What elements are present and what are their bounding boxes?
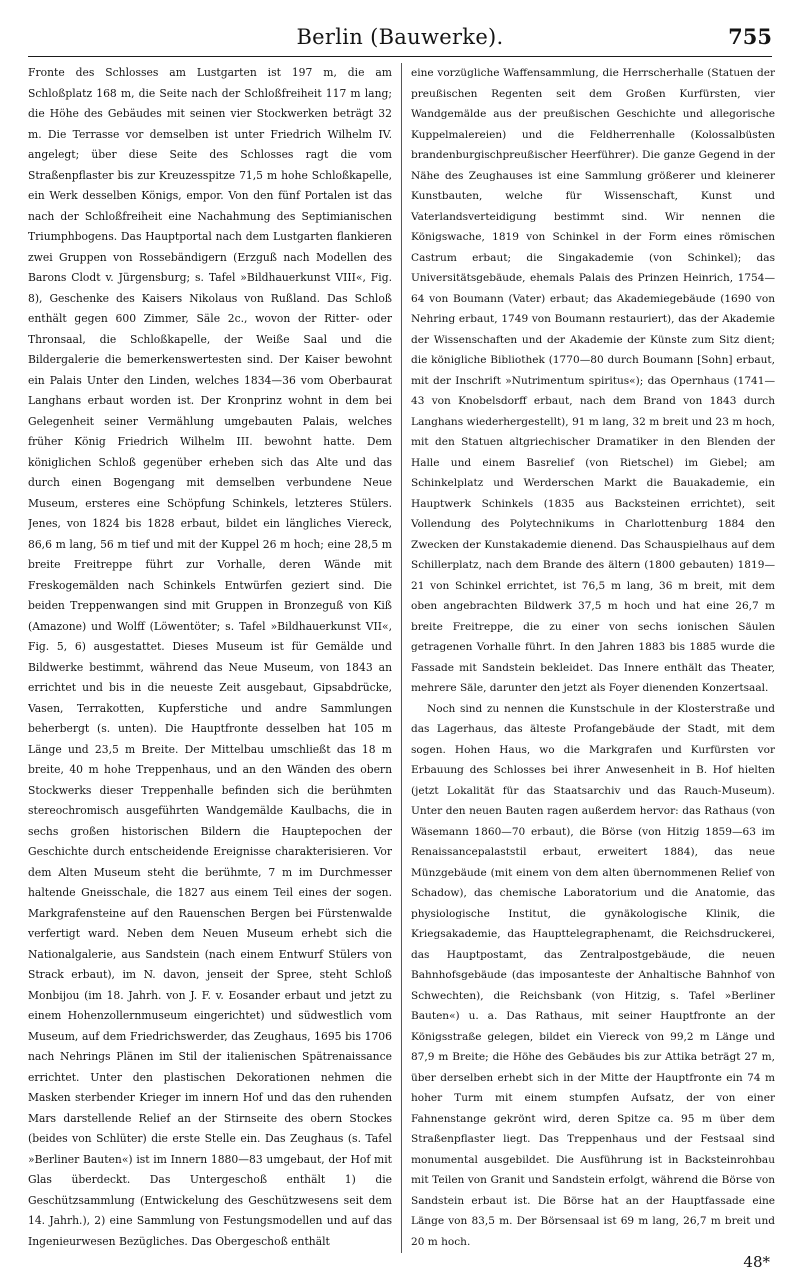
right-column xyxy=(411,63,775,1253)
page-header xyxy=(28,20,772,57)
page-number: 755 xyxy=(728,24,772,49)
running-head: Berlin (Bauwerke). xyxy=(296,25,504,49)
signature-mark: 48* xyxy=(743,1253,770,1271)
text-columns xyxy=(28,63,775,1253)
paragraph: Noch sind zu nennen die Kunstschule in der Klosterstraße und das Lagerhaus, das älteste Profangebäude der Stadt, mit dem sogen. Hohen Haus, wo die Markgrafen und Kurfürsten vor Erbauung des Schlosses bei ihrer Anwesenheit in B. Hof hielten (jetzt Lokalität für das Staatsarchiv und das Rauch-Museum). Unter den neuen Bauten ragen außerdem hervor: das Rathaus (von Wäsemann 1860—70 erbaut), die Börse (von Hitzig 1859—63 im Renaissancepalaststil erbaut, erweitert 1884), das neue Münzgebäude (mit einem von dem alten übernommenen Relief von Schadow), das chemische Laboratorium und die Anatomie, das physiologische Institut, die gynäkologische Klinik, die Kriegsakademie, das Haupttelegraphenamt, die Reichsdruckerei, das Hauptpostamt, das Zentralpostgebäude, die neuen Bahnhofsgebäude (das imposanteste der Anhaltische Bahnhof von Schwechten), die Reichsbank (von Hitzig, s. Tafel »Berliner Bauten«) u. a. Das Rathaus, mit seiner Hauptfronte an der Königsstraße gelegen, bildet ein Viereck von 99,2 m Länge und 87,9 m Breite; die Höhe des Gebäudes bis zur Attika beträgt 27 m, über derselben erhebt sich in der Mitte der Hauptfronte ein 74 m hoher Turm mit einem stumpfen Aufsatz, der von einer Fahnenstange gekrönt wird, deren Spitze ca. 95 m über dem Straßenpflaster liegt. Das Treppenhaus und der Festsaal sind monumental ausgebildet. Die Ausführung ist in Backsteinrohbau mit Teilen von Granit und Sandstein erfolgt, während die Börse von Sandstein erbaut ist. Die Börse hat an der Hauptfassade eine Länge von 83,5 m. Der Börsensaal ist 69 m lang, 26,7 m breit und 20 m hoch. xyxy=(411,702,775,1248)
paragraph: Fronte des Schlosses am Lustgarten ist 197 m, die am Schloßplatz 168 m, die Seite nach der Schloßfreiheit 117 m lang; die Höhe des Gebäudes mit seinen vier Stockwerken beträgt 32 m. Die Terrasse vor demselben ist unter Friedrich Wilhelm IV. angelegt; über diese Seite des Schlosses ragt die vom Straßenpflaster bis zur Kreuzesspitze 71,5 m hohe Schloßkapelle, ein Werk desselben Königs, empor. Von den fünf Portalen ist das nach der Schloßfreiheit eine Nachahmung des Septimianischen Triumphbogens. Das Hauptportal nach dem Lustgarten flankieren zwei Gruppen von Rossebändigern (Erzguß nach Modellen des Barons Clodt v. Jürgensburg; s. Tafel »Bildhauerkunst VIII«, Fig. 8), Geschenke des Kaisers Nikolaus von Rußland. Das Schloß enthält gegen 600 Zimmer, Säle 2c., wovon der Ritter- oder Thronsaal, die Schloßkapelle, der Weiße Saal und die Bildergalerie die bemerkenswertesten sind. Der Kaiser bewohnt ein Palais Unter den Linden, welches 1834—36 vom Oberbaurat Langhans erbaut worden ist. Der Kronprinz wohnt in dem bei Gelegenheit seiner Vermählung umgebauten Palais, welches früher König Friedrich Wilhelm III. bewohnt hatte. Dem königlichen Schloß gegenüber erheben sich das Alte und das durch einen Bogengang mit demselben verbundene Neue Museum, ersteres eine Schöpfung Schinkels, letzteres Stülers. Jenes, von 1824 bis 1828 erbaut, bildet ein längliches Viereck, 86,6 m lang, 56 m tief und mit der Kuppel 26 m hoch; eine 28,5 m breite Freitreppe führt zur Vorhalle, deren Wände mit Freskogemälden nach Schinkels Entwürfen geziert sind. Die beiden Treppenwangen sind mit Gruppen in Bronzeguß von Kiß (Amazone) und Wolff (Löwentöter; s. Tafel »Bildhauerkunst VII«, Fig. 5, 6) ausgestattet. Dieses Museum ist für Gemälde und Bildwerke bestimmt, während das Neue Museum, von 1843 an errichtet und bis in die neueste Zeit ausgebaut, Gipsabdrücke, Vasen, Terrakotten, Kupferstiche und andre Sammlungen beherbergt (s. unten). Die Hauptfronte desselben hat 105 m Länge und 23,5 m Breite. Der Mittelbau umschließt das 18 m breite, 40 m hohe Treppenhaus, und an den Wänden des obern Stockwerks dieser Treppenhalle befinden sich die berühmten stereochromisch ausgeführten Wandgemälde Kaulbachs, die in sechs großen historischen Bildern die Hauptepochen der Geschichte durch entscheidende Ereignisse charakterisieren. Vor dem Alten Museum steht die berühmte, 7 m im Durchmesser haltende Gneisschale, die 1827 aus einem Teil eines der sogen. Markgrafensteine auf den Rauenschen Bergen bei Fürstenwalde verfertigt ward. Neben dem Neuen Museum erhebt sich die Nationalgalerie, aus Sandstein (nach einem Entwurf Stülers von Strack erbaut), im N. davon, jenseit der Spree, steht Schloß Monbijou (im 18. Jahrh. von J. F. v. Eosander erbaut und jetzt zu einem Hohenzollernmuseum eingerichtet) und südwestlich vom Museum, auf dem Friedrichswerder, das Zeughaus, 1695 bis 1706 nach Nehrings Plänen im Stil der italienischen Spätrenaissance errichtet. Unter den plastischen Dekorationen nehmen die Masken sterbender Krieger im innern Hof und das den ruhenden Mars darstellende Relief an der Stirnseite des obern Stockes (beides von Schlüter) die erste Stelle ein. Das Zeughaus (s. Tafel »Berliner Bauten«) ist im Innern 1880—83 umgebaut, der Hof mit Glas überdeckt. Das Untergeschoß enthält 1) die Geschützsammlung (Entwickelung des Geschützwesens seit dem 14. Jahrh.), 2) eine Sammlung von Festungsmodellen und auf das Ingenieurwesen Bezügliches. Das Obergeschoß enthält xyxy=(28,66,392,1248)
left-column xyxy=(28,63,392,1253)
column-divider xyxy=(401,63,402,1253)
paragraph: eine vorzügliche Waffensammlung, die Herrscherhalle (Statuen der preußischen Regenten seit dem Großen Kurfürsten, vier Wandgemälde aus der preußischen Geschichte und allegorische Kuppelmalereien) und die Feldherrenhalle (Kolossalbüsten brandenburgischpreußischer Heerführer). Die ganze Gegend in der Nähe des Zeughauses ist eine Sammlung größerer und kleinerer Kunstbauten, welche für Wissenschaft, Kunst und Vaterlandsverteidigung bestimmt sind. Wir nennen die Königswache, 1819 von Schinkel in der Form eines römischen Castrum erbaut; die Singakademie (von Schinkel); das Universitätsgebäude, ehemals Palais des Prinzen Heinrich, 1754—64 von Boumann (Vater) erbaut; das Akademiegebäude (1690 von Nehring erbaut, 1749 von Boumann restauriert), das der Akademie der Wissenschaften und der Akademie der Künste zum Sitz dient; die königliche Bibliothek (1770—80 durch Boumann [Sohn] erbaut, mit der Inschrift »Nutrimentum spiritus«); das Opernhaus (1741—43 von Knobelsdorff erbaut, nach dem Brand von 1843 durch Langhans wiederhergestellt), 91 m lang, 32 m breit und 23 m hoch, mit den Statuen altgriechischer Dramatiker in den Blenden der Halle und einem Basrelief (von Rietschel) im Giebel; am Schinkelplatz und Werderschen Markt die Bauakademie, ein Hauptwerk Schinkels (1835 aus Backsteinen errichtet), seit Vollendung des Polytechnikums in Charlottenburg 1884 den Zwecken der Kunstakademie dienend. Das Schauspielhaus auf dem Schillerplatz, nach dem Brande des ältern (1800 gebauten) 1819—21 von Schinkel errichtet, ist 76,5 m lang, 36 m breit, mit dem oben angebrachten Bildwerk 37,5 m hoch und hat eine 26,7 m breite Freitreppe, die zu einer von sechs ionischen Säulen getragenen Vorhalle führt. In den Jahren 1883 bis 1885 wurde die Fassade mit Sandstein bekleidet. Das Innere enthält das Theater, mehrere Säle, darunter den jetzt als Foyer dienenden Konzertsaal. xyxy=(411,67,775,694)
